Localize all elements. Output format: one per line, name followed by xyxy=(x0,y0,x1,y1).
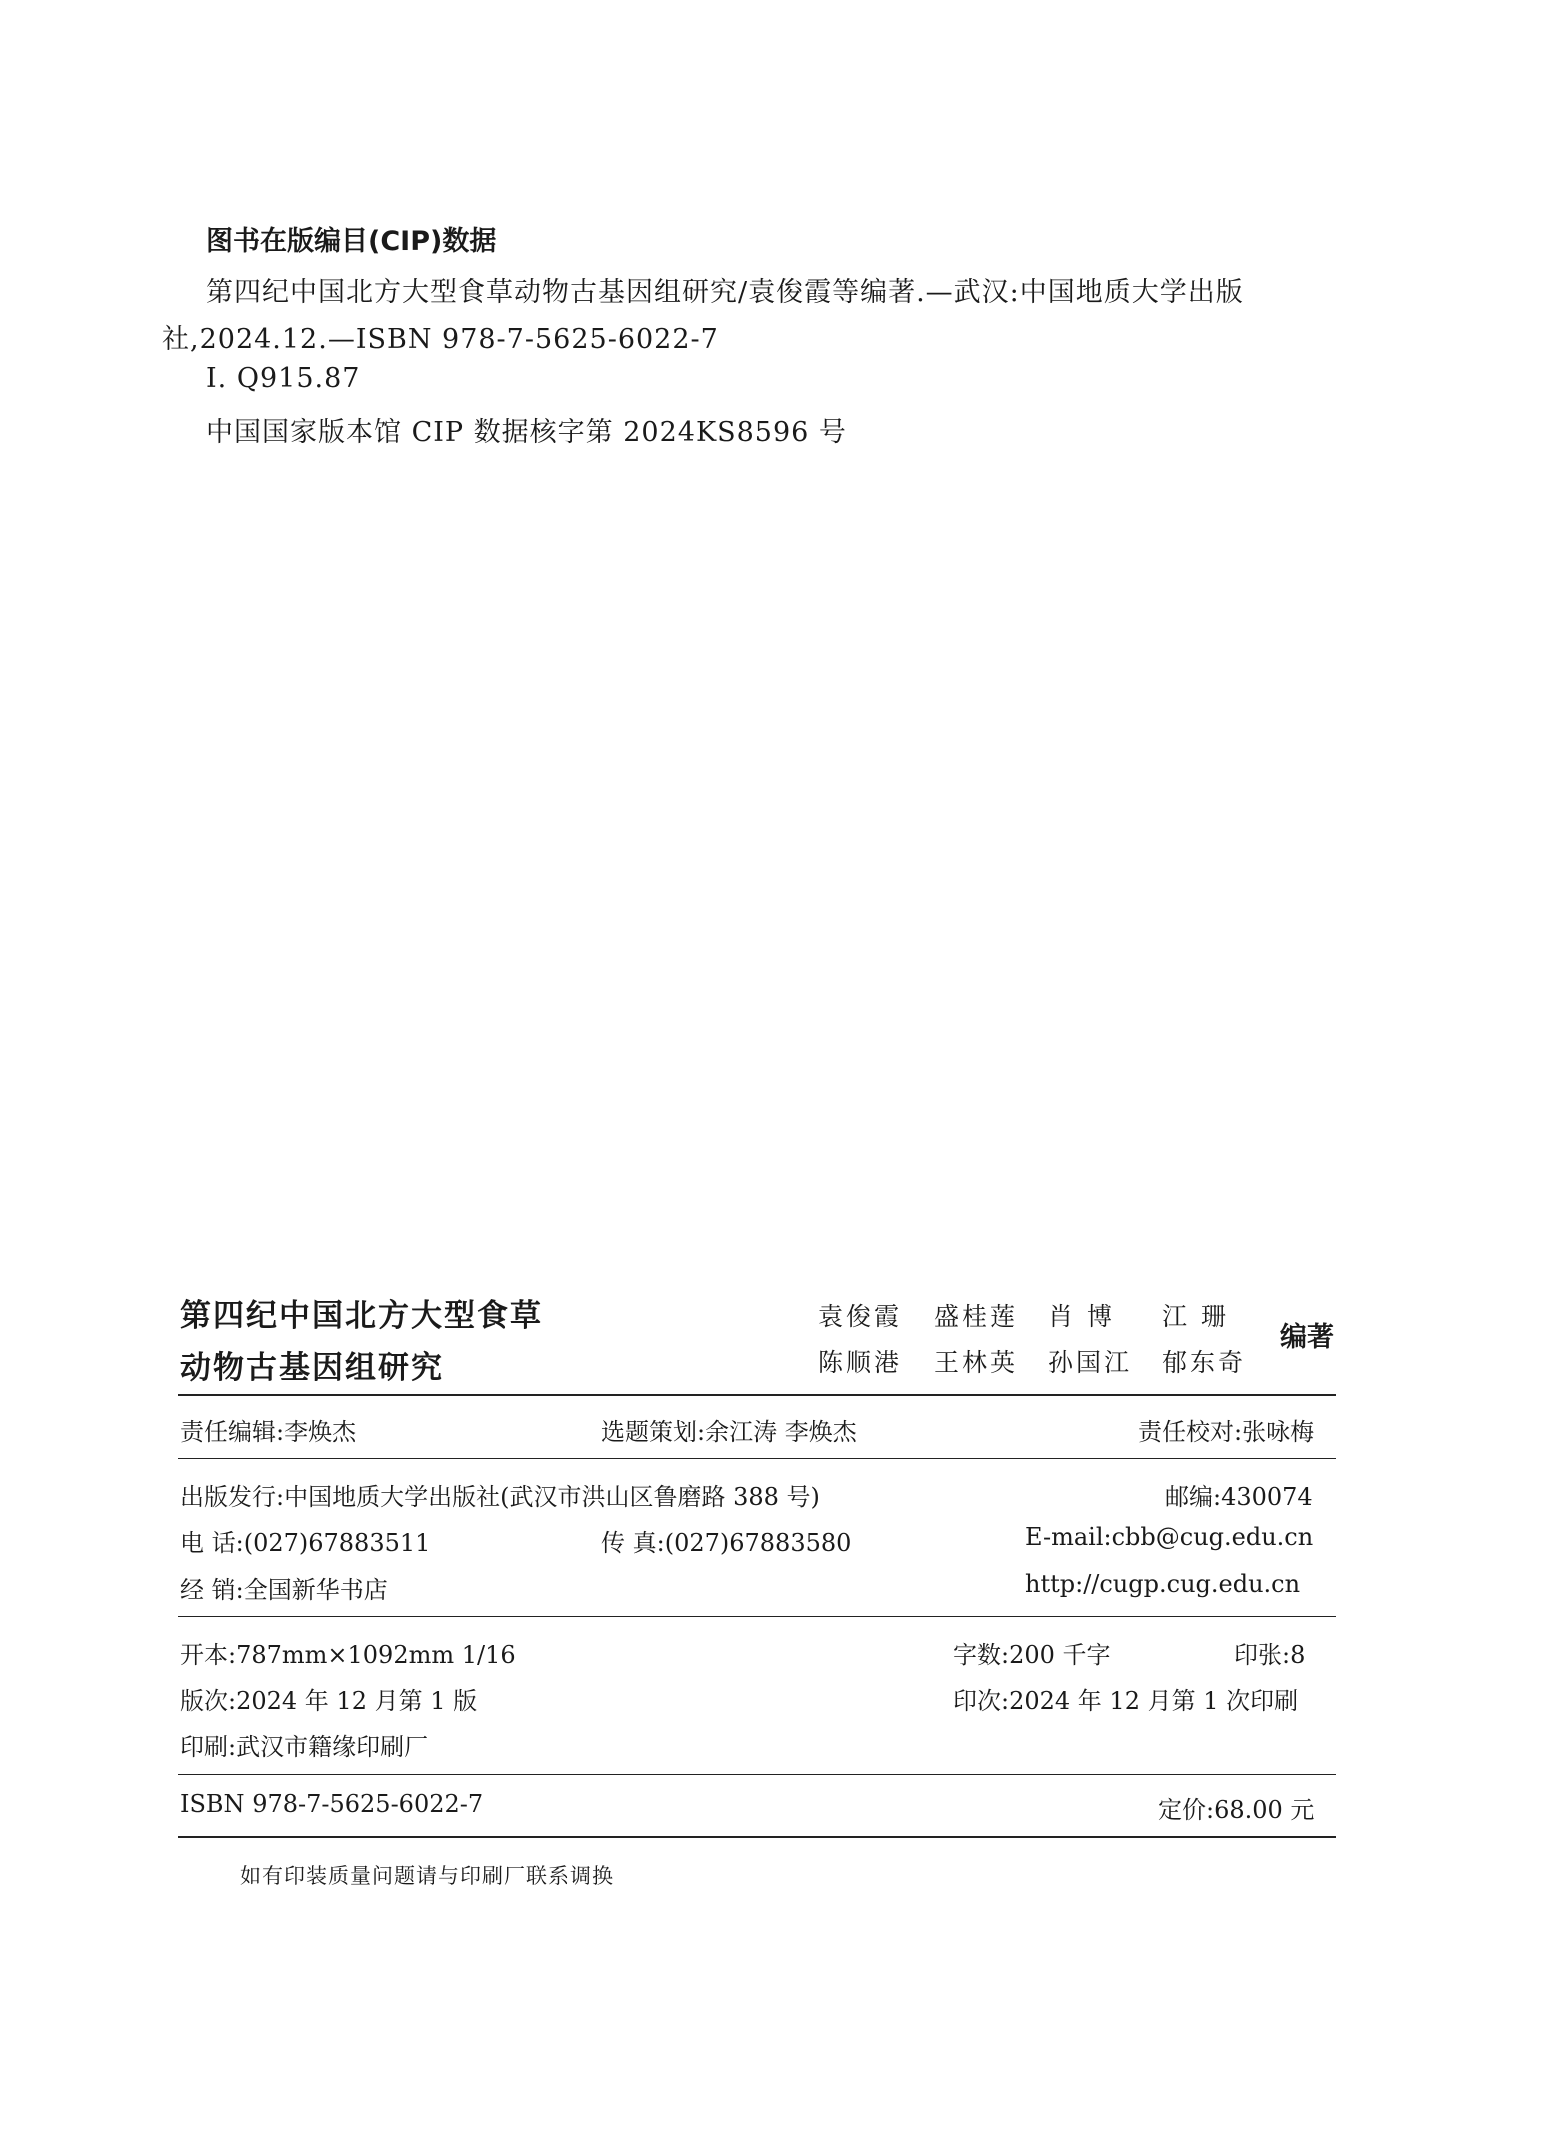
cip-line-4: 中国国家版本馆 CIP 数据核字第 2024KS8596 号 xyxy=(206,417,847,448)
publisher-line: 出版发行:中国地质大学出版社(武汉市洪山区鲁磨路 388 号) xyxy=(180,1483,820,1511)
printing: 印次:2024 年 12 月第 1 次印刷 xyxy=(953,1687,1299,1715)
divider xyxy=(178,1394,1336,1396)
distributor: 经 销:全国新华书店 xyxy=(180,1576,388,1604)
author: 王林英 xyxy=(934,1348,1019,1377)
author: 孙国江 xyxy=(1048,1348,1133,1377)
divider xyxy=(178,1458,1336,1459)
proofreader: 责任校对:张咏梅 xyxy=(1138,1418,1315,1446)
isbn: ISBN 978-7-5625-6022-7 xyxy=(180,1790,484,1818)
website: http://cugp.cug.edu.cn xyxy=(1025,1570,1301,1598)
divider xyxy=(178,1774,1336,1775)
author: 盛桂莲 xyxy=(934,1302,1019,1331)
author: 江 珊 xyxy=(1162,1302,1229,1331)
fax: 传 真:(027)67883580 xyxy=(601,1529,852,1557)
book-title-line-1: 第四纪中国北方大型食草 xyxy=(180,1298,543,1334)
printer: 印刷:武汉市籍缘印刷厂 xyxy=(180,1733,429,1761)
author: 袁俊霞 xyxy=(818,1302,903,1331)
responsible-editor: 责任编辑:李焕杰 xyxy=(180,1418,357,1446)
format: 开本:787mm×1092mm 1/16 xyxy=(180,1641,516,1669)
cip-heading: 图书在版编目(CIP)数据 xyxy=(206,226,497,257)
edition: 版次:2024 年 12 月第 1 版 xyxy=(180,1687,478,1715)
email: E-mail:cbb@cug.edu.cn xyxy=(1025,1523,1314,1551)
author: 郁东奇 xyxy=(1162,1348,1247,1377)
author: 陈顺港 xyxy=(818,1348,903,1377)
cip-line-3: Ⅰ. Q915.87 xyxy=(206,363,361,394)
word-count: 字数:200 千字 xyxy=(953,1641,1111,1669)
book-title-line-2: 动物古基因组研究 xyxy=(180,1350,444,1386)
author-role: 编著 xyxy=(1280,1322,1334,1353)
phone: 电 话:(027)67883511 xyxy=(180,1529,431,1557)
planning-editor: 选题策划:余江涛 李焕杰 xyxy=(601,1418,857,1446)
price: 定价:68.00 元 xyxy=(1158,1796,1315,1824)
divider xyxy=(178,1836,1336,1838)
postcode: 邮编:430074 xyxy=(1165,1483,1313,1511)
quality-note: 如有印装质量问题请与印刷厂联系调换 xyxy=(240,1864,614,1888)
printed-sheets: 印张:8 xyxy=(1234,1641,1306,1669)
author: 肖 博 xyxy=(1048,1302,1115,1331)
cip-line-2: 社,2024.12.—ISBN 978-7-5625-6022-7 xyxy=(162,324,719,355)
divider xyxy=(178,1616,1336,1617)
cip-line-1: 第四纪中国北方大型食草动物古基因组研究/袁俊霞等编著.—武汉:中国地质大学出版 xyxy=(206,277,1244,308)
